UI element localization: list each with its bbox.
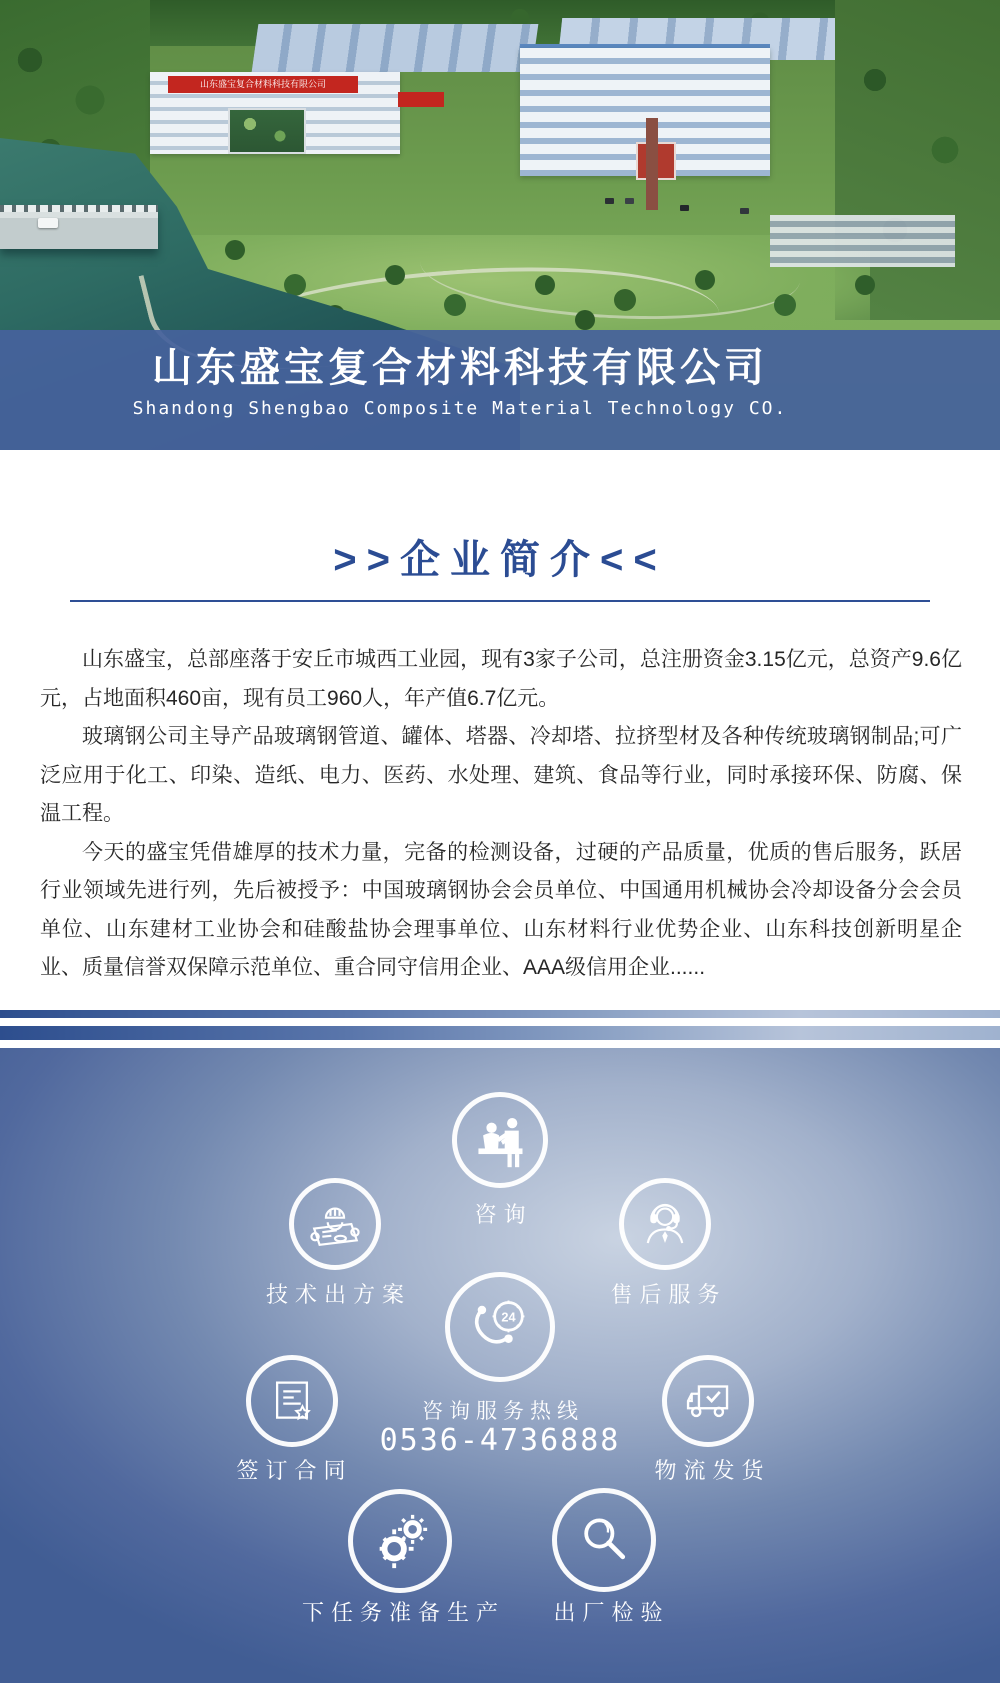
photo-factory-halls	[252, 24, 539, 72]
photo-greenhouses	[770, 215, 955, 267]
photo-tower	[646, 118, 658, 210]
hotline-label: 咨询服务热线	[422, 1400, 584, 1423]
technical-plan-label: 技术出方案	[265, 1282, 411, 1307]
gears-production-icon	[369, 1510, 431, 1572]
service-process-panel	[0, 1048, 1000, 1683]
consultation-step	[452, 1092, 548, 1188]
hero-banner	[0, 0, 1000, 450]
photo-billboard	[228, 108, 306, 154]
headset-support-icon	[636, 1195, 694, 1253]
inspection-label: 出厂检验	[553, 1600, 670, 1625]
divider-stripe-thick	[0, 1026, 1000, 1040]
section-heading: >>企业简介<<	[333, 538, 667, 582]
company-title-english: Shandong Shengbao Composite Material Technology CO.	[132, 398, 788, 419]
delivery-step	[662, 1355, 754, 1447]
contract-step	[246, 1355, 338, 1447]
divider-stripe-thin	[0, 1010, 1000, 1018]
contract-sign-icon	[264, 1373, 320, 1429]
photo-bridge-rail	[0, 205, 158, 212]
company-title-block	[0, 344, 920, 419]
svg-text:24: 24	[501, 1309, 516, 1325]
company-introduction-text	[40, 641, 962, 988]
company-title: 山东盛宝复合材料科技有限公司	[152, 346, 768, 390]
intro-paragraph-2: 玻璃钢公司主导产品玻璃钢管道、罐体、塔器、冷却塔、拉挤型材及各种传统玻璃钢制品;可广泛应用于化工、印染、造纸、电力、医药、水处理、建筑、食品等行业，同时承接环保、防腐、保温工程。	[40, 725, 962, 825]
after-sales-step	[619, 1178, 711, 1270]
consultation-desk-icon	[470, 1110, 530, 1170]
delivery-truck-icon	[679, 1372, 737, 1430]
contract-label: 签订合同	[236, 1458, 353, 1483]
inspection-step	[552, 1488, 656, 1592]
roof-small-sign	[398, 92, 444, 107]
heading-divider	[70, 600, 930, 602]
phone-24h-icon	[466, 1293, 534, 1361]
production-label: 下任务准备生产	[301, 1600, 505, 1625]
engineer-blueprint-icon	[306, 1195, 364, 1253]
magnifier-inspection-icon	[574, 1510, 634, 1570]
production-step	[348, 1489, 452, 1593]
hotline-number: 0536-4736888	[379, 1423, 621, 1458]
technical-plan-step	[289, 1178, 381, 1270]
delivery-label: 物流发货	[654, 1458, 771, 1483]
photo-bridge-car	[38, 218, 58, 228]
hotline-step	[445, 1272, 555, 1382]
consultation-label: 咨询	[474, 1202, 533, 1227]
intro-paragraph-3: 今天的盛宝凭借雄厚的技术力量，完备的检测设备，过硬的产品质量，优质的售后服务，跃居行业领域先进行列，先后被授予：中国玻璃钢协会会员单位、中国通用机械协会冷却设备分会会员单位、山东建材工业协会和硅酸盐协会理事单位、山东材料行业优势企业、山东科技创新明星企业、质量信誉双保障示范单位、重合同守信用企业、AAA级信用企业......	[40, 840, 962, 979]
intro-paragraph-1: 山东盛宝，总部座落于安丘市城西工业园，现有3家子公司，总注册资金3.15亿元，总资产9.6亿元，占地面积460亩，现有员工960人，年产值6.7亿元。	[40, 648, 962, 710]
roof-banner: 山东盛宝复合材料科技有限公司	[168, 76, 358, 93]
after-sales-label: 售后服务	[610, 1282, 727, 1307]
